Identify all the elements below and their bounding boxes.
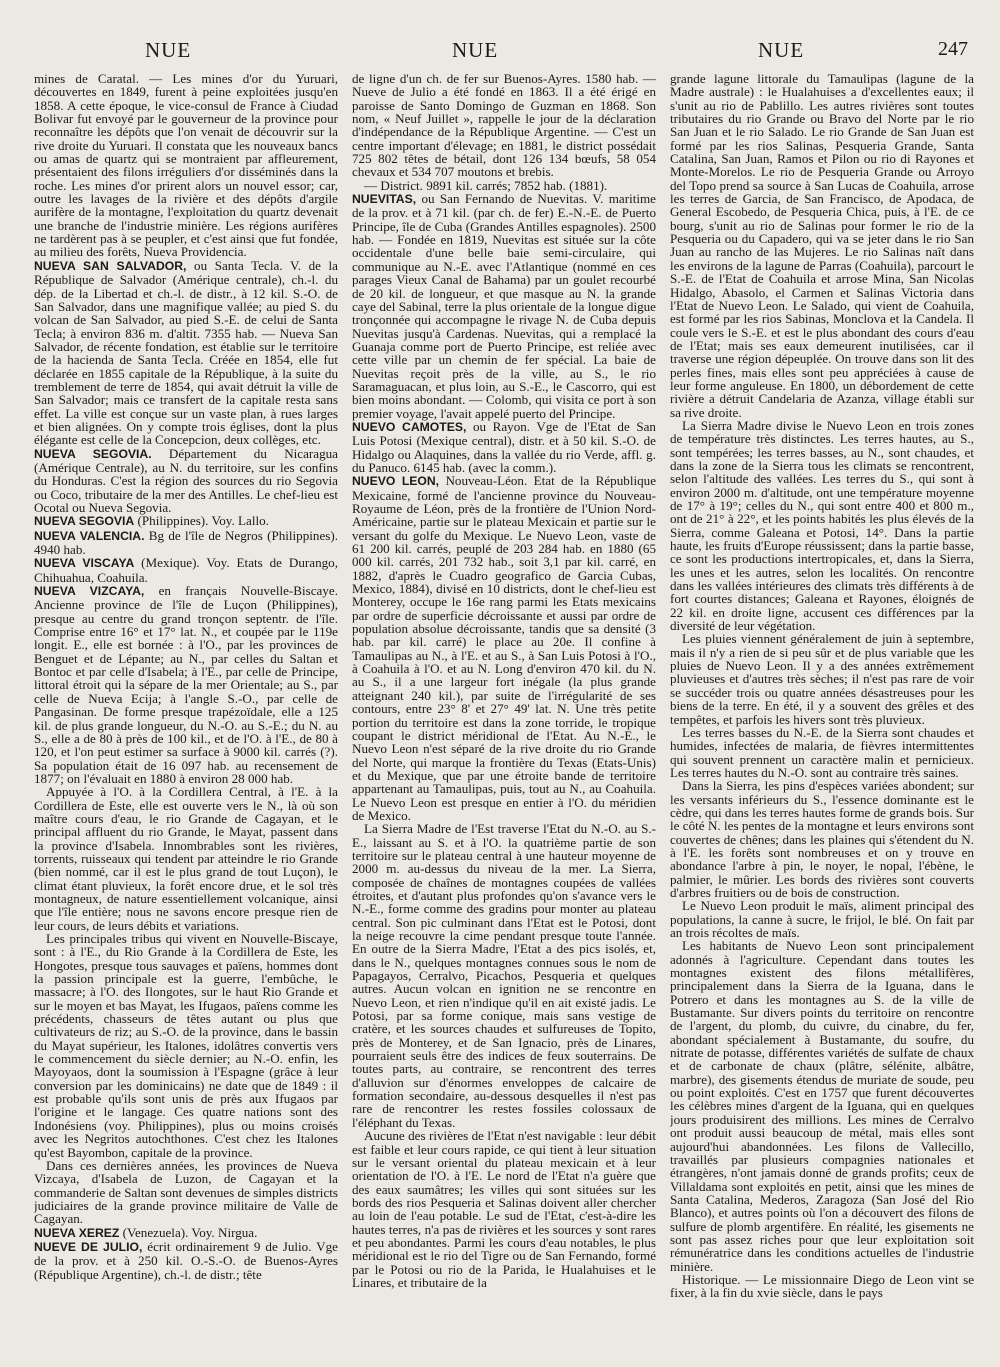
dictionary-entry (352, 420, 656, 474)
paragraph: Le Nuevo Leon produit le maïs, aliment principal des populations, la canne à sucre, le frijol, le blé. On fait par an trois récoltes de maïs. (670, 898, 974, 940)
entry-headword: NUEVA SEGOVIA. (34, 446, 152, 461)
entry-headword: NUEVA VALENCIA. (34, 528, 145, 543)
entry-text: (Philippines). Voy. Lallo. (134, 513, 269, 529)
entry-headword: NUEVA XEREZ (34, 1225, 120, 1240)
entry-headword: NUEVITAS, (352, 192, 417, 207)
paragraph: Aucune des rivières de l'Etat n'est navigable : leur débit est faible et leur cours rapide, ce qui tient à leur situation sur le versant oriental du plateau mexicain et à leur orientation de l'O. à l'E. Le nord de l'Etat n'a guère que des eaux saumâtres; les villes qui sont situées sur les bords des rios Pesqueria et Salinas doivent aller chercher au loin de l'eau potable. Le sud de l'Etat, c'est-à-dire les hautes terres, n'a pas de rivières et les sources y sont rares et peu abondantes. Parmi les cours d'eau notables, le plus méridional est le rio del Tigre ou de San Fernando, formé par le Potosi ou rio de la Parida, le Hualahuises et le Linares, et tributaire de la (352, 1128, 656, 1290)
text-columns (34, 72, 976, 1357)
dictionary-entry (34, 584, 338, 785)
paragraph: Appuyée à l'O. à la Cordillera Central, à l'E. à la Cordillera de Este, elle est ouverte vers le N., là où son maître cours d'eau, le rio Grande de Cagayan, et le principal affluent du rio Grande, le Mayat, passent dans la province d'Isabela. Innombrables sont les rivières, torrents, ruisseaux qui tendent par atteindre le rio Grande (bien nommé, car il est le plus grand de tout Luçon), le climat étant pluvieux, la forêt encore drue, et le sol très montagneux, de nature essentiellement volcanique, ainsi que l'île entière; nous ne savons encore presque rien de leur cours, de leurs débits et variations. (34, 784, 338, 933)
dictionary-entry (34, 447, 338, 515)
paragraph: Dans ces dernières années, les provinces de Nueva Vizcaya, d'Isabela de Luzon, de Cagayan et la commanderie de Saltan sont devenues de simples districts judiciaires de la grande province militaire de Valle de Cagayan. (34, 1157, 338, 1227)
column-2 (352, 72, 656, 1357)
paragraph: Les pluies viennent généralement de juin à septembre, mais il n'y a rien de si peu sûr et de plus variable que les pluies de Nuevo Leon. Il y a des années extrêmement pluvieuses et d'autres très sèches; il n'est pas rare de voir se succéder trois ou quatre années désastreuses pour les biens de la terre. En été, il y a souvent des grêles et des tempêtes, et parfois les hivers sont très pluvieux. (670, 631, 974, 727)
entry-text: écrit ordinairement 9 de Julio. Vge de la prov. et à 250 kil. O.-S.-O. de Buenos-Ayres (République Argentine), ch.-l. de distr.; tête (34, 1238, 338, 1282)
entry-headword: NUEVE DE JULIO, (34, 1239, 143, 1254)
paragraph: La Sierra Madre divise le Nuevo Leon en trois zones de température très distinctes. Les terres hautes, au S., sont tempérées; les terres basses, au N., sont chaudes, et dans la zone de la Sierra tous les climats se rencontrent, selon l'altitude des vallées. Les terres du S., qui sont à environ 2000 m. d'altitude, ont une température moyenne de 17° à 19°; celles du N., qui sont entre 400 et 800 m., ont de 21° à 22°, et les points habités les plus élevés de la Sierra, comme Galeana et Potosi, 14°. Dans la partie haute, les fruits d'Europe réussissent; dans la partie basse, ce sont les productions intertropicales, et, dans la Sierra, les unes et les autres, selon les localités. On rencontre dans les vallées intérieures des climats très différents à de fort courtes distances; Galeana et Rayones, éloignés de 22 kil. en droite ligne, accusent ces différences par la diversité de leur végétation. (670, 417, 974, 634)
entry-text: ou Rayon. Vge de l'Etat de San Luis Potosi (Mexique central), distr. et à 50 kil. S.-O. de Hidalgo ou Alaquines, dans la vallée du rio Verde, affl. g. du Panuco. 6145 hab. (avec la comm.). (352, 418, 656, 475)
continued-paragraph: de ligne d'un ch. de fer sur Buenos-Ayres. 1580 hab. — Nueve de Julio a été fondé en 1863. Il a été érigé en paroisse de Santo Domingo de Guzman en 1868. Son nom, « Neuf Juillet », rappelle le jour de la déclaration d'indépendance de la République Argentine. — C'est un centre important d'élevage; en 1881, le district possédait 725 802 têtes de bétail, dont 126 134 bœufs, 58 054 chevaux et 534 707 moutons et brebis. (352, 72, 656, 180)
entry-text: ou San Fernando de Nuevitas. V. maritime de la prov. et à 71 kil. (par ch. de fer) E.-N.-E. de Puerto Principe, île de Cuba (Grandes Antilles espagnoles). 2500 hab. — Fondée en 1819, Nuevitas est située sur la côte occidentale d'une belle baie semi-circulaire, qui communique au N.-E. avec l'Atlantique (nommé en ces parages Vieux Canal de Bahama) par un goulet recourbé de 20 kil. de longueur, et que masque au N. la grande caye del Sabinal, terre la plus orientale de la longue digue tronçonnée qui accompagne le rivage N. de Cuba depuis Nuevitas jusqu'à Cardenas. Nuevitas, qui a remplacé la Guanaja comme port de Puerto Principe, est reliée avec cette ville par un chemin de fer spécial. La baie de Nuevitas reçoit près de la ville, au S., le rio Saramaguacan, et plus loin, au S.-E., le Cascorro, qui est bien moins abondant. — Colomb, qui visita ce port à son premier voyage, l'avait appelé puerto del Principe. (352, 191, 656, 421)
dictionary-entry (34, 1226, 338, 1240)
entry-headword: NUEVO LEON, (352, 474, 440, 489)
entry-text: Département du Nicaragua (Amérique Centrale), au N. du territoire, sur les confins du Honduras. C'est la région des sources du rio Segovia ou Coco, tributaire de la mer des Antilles. Le chef-lieu est Ocotal ou Nueva Segovia. (34, 445, 338, 515)
paragraph: Les terres basses du N.-E. de la Sierra sont chaudes et humides, infectées de malaria, de fièvres intermittentes qui souvent prennent un caractère malin et pernicieux. Les terres hautes du N.-O. sont au contraire très saines. (670, 724, 974, 780)
entry-text: Nouveau-Léon. Etat de la République Mexicaine, formé de l'ancienne province du Nouveau-Royaume de Léon, près de la frontière de l'Union Nord-Américaine, partie sur le plateau Mexicain et partie sur le versant du golfe du Mexique. Le Nuevo Leon, vaste de 61 200 kil. carrés, peuplé de 203 284 hab. en 1880 (65 000 kil. carrés, 201 732 hab., soit 3,1 par kil. carré, en 1882, d'après le Cuadro geografico de Garcia Cubas, Mexico, 1884), divisé en 10 districts, dont le chef-lieu est Monterey, occupe le 16e rang parmi les Etats mexicains par ordre de superficie décroissante et aussi par ordre de population absolue décroissante, tandis que sa densité (3 hab. par kil. carré) le place au 20e. Il confine à Tamaulipas au N., à l'E. et au S., à San Luis Potosi à l'O., à Coahuila à l'O. et au N. Long d'environ 470 kil. du N. au S., il a une largeur fort inégale (la plus grande atteignant 240 kil.), par suite de l'irrégularité de ses contours, entre 23° 8' et 27° 49' lat. N. Une très petite portion du territoire est dans la zone torride, le tropique coupant le district méridional de l'Etat. Au N.-E., le Nuevo Leon n'est séparé de la rive droite du rio Grande del Norte, qui marque la frontière du Texas (Etats-Unis) et du Mexique, que par une étroite bande de territoire appartenant au Tamaulipas, puis, tout au N., au Coahuila. Le Nuevo Leon est presque en entier à l'O. du méridien de Mexico. (352, 473, 656, 823)
paragraph: Les habitants de Nuevo Leon sont principalement adonnés à l'agriculture. Cependant dans toutes les montagnes existent des filons métallifères, principalement dans la Sierra de la Iguana, dans le Potrero et dans les montagnes au S. de la ville de Bustamante. Sur divers points du territoire on rencontre de l'argent, du plomb, du cuivre, du cinabre, du fer, abondant spécialement à Bustamante, du soufre, du nitrate de potasse, différentes variétés de sulfate de chaux et de carbonate de chaux (plâtre, sélénite, albâtre, marbre), des gisements étendus de muriate de soude, peu ou point exploités. C'est en 1757 que furent découvertes les célèbres mines d'argent de la Iguana, qui en quelques jours produisirent des millions. Les mines de Cerralvo ont produit aussi beaucoup de métal, mais elles sont aujourd'hui abandonnées. Les filons de Vallecillo, travaillés par plusieurs compagnies nationales et étrangères, n'ont jamais donné de grands profits; ceux de Villaldama sont exploités en petit, ainsi que les mines de Santa Catalina, Mederos, Zaragoza (San José del Rio Blanco), et autres points où l'on a découvert des filons de sulfure de plomb argentifère. En réalité, les gisements ne sont pas assez riches pour que leur exploitation soit rémunératrice dans les conditions actuelles de l'industrie minière. (670, 938, 974, 1274)
paragraph: Historique. — Le missionnaire Diego de Leon vint se fixer, à la fin du xvie siècle, dans le pays (670, 1271, 974, 1301)
paragraph: La Sierra Madre de l'Est traverse l'Etat du N.-O. au S.-E., laissant au S. et à l'O. la quatrième partie de son territoire sur le plateau central à une hauteur moyenne de 2000 m. au-dessus du niveau de la mer. La Sierra, composée de chaînes de montagnes coupées de vallées étroites, et d'autant plus profondes qu'on s'avance vers le N.-E., forme comme des gradins pour monter au plateau central. Son pic culminant dans l'Etat est le Potosi, dont la neige recouvre la cime pendant presque toute l'année. En outre de la Sierra Madre, l'Etat a des pics isolés, et, dans le N., quelques montagnes connues sous le nom de Papagayos, Cerralvo, Picachos, Pesqueria et quelques autres. Aucun volcan en ignition ne se rencontre en Nuevo Leon, et rien n'indique qu'il en ait existé jadis. Le Potosi, par sa forme conique, mais sans vestige de cratère, et les sources chaudes et sulfureuses de Topito, près de Monterey, et de San Ignacio, près de Linares, pourraient seuls être des indices de feux souterrains. De toutes parts, au contraire, se rencontrent des terres d'alluvion sur d'énormes enveloppes de calcaire de formation secondaire, au-dessous desquelles il n'est pas rare de rencontrer les restes fossiles colossaux de l'éléphant du Texas. (352, 821, 656, 1130)
continued-paragraph: mines de Caratal. — Les mines d'or du Yuruari, découvertes en 1849, furent à peine exploitées jusqu'en 1858. A cette époque, le vice-consul de France à Ciudad Bolivar fut envoyé par le gouverneur de la province pour reconnaître les dépôts que l'on venait de découvrir sur la rive droite du Yuruari. Il constata que les nouveaux bancs ou amas de quartz qui se montraient par affleurement, présentaient des filons irréguliers d'or disséminés dans la roche. Les mines d'or prirent alors un nouvel essor; car, outre les lavages de la rivière et des dépôts d'argile aurifère de la montagne, l'exploitation du quartz devenait une branche de l'industrie minière. Les régions aurifères ne tardèrent pas à se peupler, et c'est ainsi que fut fondée, au milieu des forêts, Nueva Providencia. (34, 72, 338, 260)
entry-text: en français Nouvelle-Biscaye. Ancienne province de l'île de Luçon (Philippines), presque au centre du grand tronçon septentr. de l'île. Comprise entre 16° et 17° lat. N., et coupée par le 119e longit. E., elle est bornée : à l'O., par les provinces de Benguet et de Lépante; au N., par celles du Saltan et Bontoc et par celle d'Isabela; à l'E., par celle de Principe, littoral étroit qui la sépare de la mer Orientale; au S., par celle de Nueva Ecija; à l'angle S.-O., par celle de Pangasinan. De forme presque trapézoïdale, elle a 125 kil. de plus grande longueur, du N.-O. au S.-E.; du N. au S., elle a de 80 à près de 100 kil., et de l'O. à l'E., de 80 à 120, et l'on peut estimer sa surface à 9000 kil. carrés (?). Sa population était de 16 097 hab. au recensement de 1877; on l'évaluait en 1880 à environ 28 000 hab. (34, 583, 338, 786)
entry-text: (Venezuela). Voy. Nirgua. (119, 1224, 258, 1240)
paragraph: — District. 9891 kil. carrés; 7852 hab. (1881). (364, 177, 608, 193)
entry-text: ou Santa Tecla. V. de la République de Salvador (Amérique centrale), ch.-l. du dép. de la Libertad et ch.-l. de distr., à 12 kil. S.-O. de San Salvador, dans une magnifique vallée; au pied S. du volcan de San Salvador, au pied S.-E. de celui de Santa Tecla; à environ 836 m. d'altit. 7355 hab. — Nueva San Salvador, de récente fondation, est établie sur le territoire de la hacienda de Santa Tecla. Créée en 1854, elle fut déclarée en 1855 capitale de la République, à la suite du tremblement de terre de 1854, qui avait détruit la ville de San Salvador; mais ce transfert de la capitale resta sans effet. La ville est conçue sur un vaste plan, à rues larges et bien alignées. On y compte trois églises, dont la plus élégante est celle de la Concepcion, deux collèges, etc. (34, 257, 338, 448)
page-number: 247 (938, 38, 968, 60)
running-head-center: NUE (452, 38, 499, 62)
dictionary-entry (34, 556, 338, 584)
entry-headword: NUEVA VISCAYA (34, 556, 135, 571)
dictionary-entry (34, 514, 338, 528)
paragraph: Les principales tribus qui vivent en Nouvelle-Biscaye, sont : à l'E., du Rio Grande à la Cordillera de Este, les Hongotes, presque tous sauvages et païens, hommes dont la passion principale est la guerre, l'embûche, le massacre; à l'O. des Ilongotes, sur le haut Rio Grande et sur le moyen et bas Mayat, les Ifugaos, païens comme les précédents, chasseurs de têtes autant ou plus que cultivateurs de riz; au S.-O. de la province, dans le bassin du Mayat supérieur, les Italones, idolâtres convertis vers le commencement du siècle dernier; au N.-O. enfin, les Mayoyaos, dont la soumission à l'Espagne (grâce à leur conversion par les dominicains) ne date que de 1849 : il est probable qu'ils sont unis de près aux Ifugaos par l'origine et le langage. Ces quatre nations sont des Indonésiens (voy. Philippines), plus ou moins croisés avec les Negritos autochthones. C'est chez les Italones qu'est Bayombon, capitale de la province. (34, 931, 338, 1160)
column-1 (34, 72, 338, 1357)
running-head-left: NUE (145, 38, 192, 62)
entry-text: Bg de l'île de Negros (Philippines). 4940 hab. (34, 527, 338, 558)
paragraph: Dans la Sierra, les pins d'espèces variées abondent; sur les versants inférieurs du S., l'essence dominante est le cèdre, qui dans les terres hautes forme de grands bois. Sur le côté N. les pentes de la montagne et leurs environs sont couvertes de chênes; dans les plaines qui s'étendent du N. à l'E. les forêts sont nombreuses et on y trouve en abondance l'arbre à pin, le noyer, le nopal, l'ébène, le palmier, le mûrier. Les bords des rivières sont couverts d'arbres fruitiers ou de bois de construction. (670, 778, 974, 900)
dictionary-entry (34, 1240, 338, 1281)
column-3 (670, 72, 974, 1357)
running-head (0, 38, 1000, 68)
dictionary-entry (352, 474, 656, 822)
dictionary-entry (34, 529, 338, 557)
dictionary-entry (34, 259, 338, 447)
dictionary-entry (352, 192, 656, 420)
continued-paragraph: grande lagune littorale du Tamaulipas (lagune de la Madre australe) : le Hualahuises a d'excellentes eaux; il s'unit au rio de Pablillo. Les autres rivières sont toutes tributaires du rio Grande ou Bravo del Norte par le rio San Juan et le rio Salado. Le rio Grande de San Juan est formé par les rios Salinas, Pesqueria Grande, Santa Catalina, San Juan, Ramos et Pilon ou rio di Rayones et Monte-Morelos. Le rio de Pesqueria Grande ou Arroyo del Topo prend sa source à San Lucas de Coahuila, arrose les terres de Garcia, de San Francisco, de Apodaca, de General Escobedo, de Pesqueria Chica, puis, à l'E. de ce bourg, s'unit au rio de Salinas pour former le rio de la Pesqueria ou du Capadero, qui va se jeter dans le rio San Juan au rancho de las Mujeres. Le rio Salinas naît dans les environs de la lagune de Parras (Coahuila), parcourt le S.-E. de l'Etat de Coahuila et arrose Mina, San Nicolas Hidalgo, Abasolo, el Carmen et Salinas Victoria dans l'Etat de Nuevo Leon. Le Salado, qui vient de Coahuila, est formé par les rios Sabinas, Monclova et la Candela. Il coule vers le S.-E. et est le plus abondant des cours d'eau de l'Etat; mais ses eaux demeurent inutilisées, car il traverse une région dépeuplée. On trouve dans son lit des perles fines, mais elles sont peu appréciées à cause de leur forme anguleuse. En 1800, un débordement de cette rivière a détruit Candelaria de Azanza, village établi sur sa rive droite. (670, 72, 974, 420)
entry-headword: NUEVA SAN SALVADOR, (34, 258, 187, 273)
entry-headword: NUEVO CAMOTES, (352, 419, 467, 434)
entry-text: (Mexique). Voy. Etats de Durango, Chihuahua, Coahuila. (34, 555, 338, 585)
entry-headword: NUEVA VIZCAYA, (34, 584, 145, 599)
entry-headword: NUEVA SEGOVIA (34, 514, 135, 529)
running-head-right: NUE (758, 38, 805, 62)
